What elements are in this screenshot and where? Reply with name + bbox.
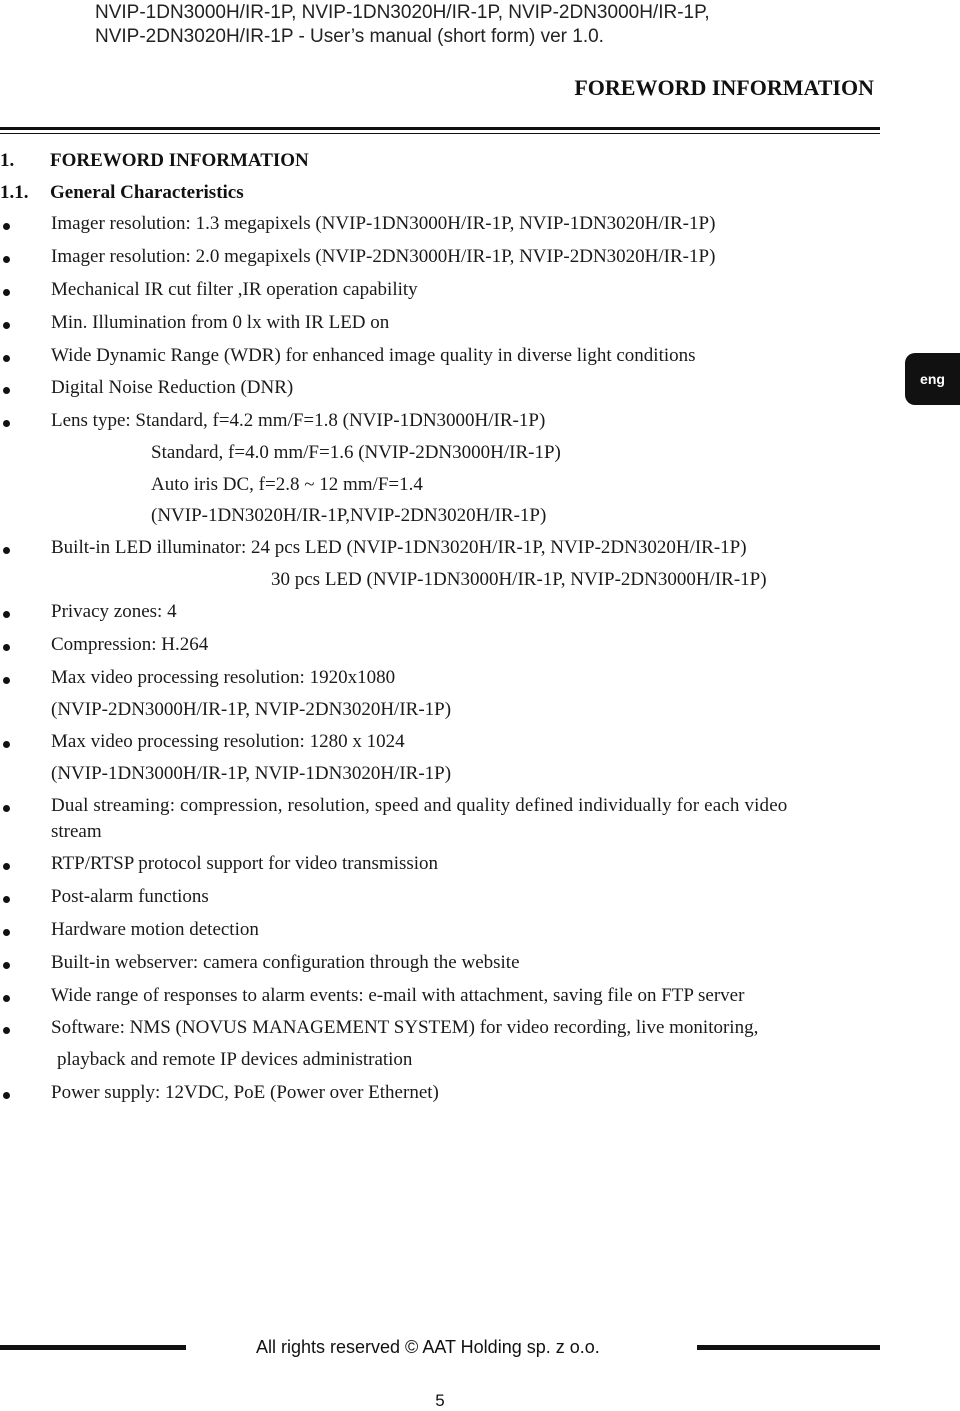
bullet-icon xyxy=(3,223,10,230)
footer-copyright: All rights reserved © AAT Holding sp. z o.o. xyxy=(256,1337,600,1357)
list-item: Hardware motion detection xyxy=(51,919,259,940)
list-item-continuation: (NVIP-1DN3000H/IR-1P, NVIP-1DN3020H/IR-1P) xyxy=(51,763,452,784)
bullet-icon xyxy=(3,962,10,969)
bullet-icon xyxy=(3,1027,10,1034)
list-item-continuation: playback and remote IP devices administration xyxy=(57,1049,413,1070)
list-item: Min. Illumination from 0 lx with IR LED on xyxy=(51,312,390,333)
list-item: Privacy zones: 4 xyxy=(51,601,177,622)
list-item: Post-alarm functions xyxy=(51,886,209,907)
list-item-continuation: (NVIP-1DN3020H/IR-1P,NVIP-2DN3020H/IR-1P) xyxy=(151,505,547,526)
list-item-continuation: 30 pcs LED (NVIP-1DN3000H/IR-1P, NVIP-2DN3000H/IR-1P) xyxy=(271,569,767,590)
language-tab: eng xyxy=(905,353,960,405)
bullet-icon xyxy=(3,929,10,936)
bullet-icon xyxy=(3,995,10,1002)
bullet-icon xyxy=(3,322,10,329)
list-item: Max video processing resolution: 1280 x 1024 xyxy=(51,731,405,752)
bullet-icon xyxy=(3,805,10,812)
bullet-icon xyxy=(3,863,10,870)
header-rule-thin xyxy=(0,133,880,134)
footer-rule-left xyxy=(0,1345,186,1350)
list-item: Built-in LED illuminator: 24 pcs LED (NVIP-1DN3020H/IR-1P, NVIP-2DN3020H/IR-1P) xyxy=(51,537,747,558)
list-item: RTP/RTSP protocol support for video transmission xyxy=(51,853,439,874)
list-item: Max video processing resolution: 1920x1080 xyxy=(51,667,396,688)
footer-rule-right xyxy=(697,1345,880,1350)
bullet-icon xyxy=(3,547,10,554)
page-number: 5 xyxy=(435,1391,445,1410)
heading-general-characteristics xyxy=(0,182,244,204)
bullet-icon xyxy=(3,741,10,748)
bullet-icon xyxy=(3,644,10,651)
list-item: Power supply: 12VDC, PoE (Power over Ethernet) xyxy=(51,1082,439,1103)
list-item: Software: NMS (NOVUS MANAGEMENT SYSTEM) for video recording, live monitoring, xyxy=(51,1017,759,1038)
list-item: Imager resolution: 2.0 megapixels (NVIP-2DN3000H/IR-1P, NVIP-2DN3020H/IR-1P) xyxy=(51,246,716,267)
bullet-icon xyxy=(3,256,10,263)
list-item: Built-in webserver: camera configuration through the website xyxy=(51,952,520,973)
bullet-icon xyxy=(3,677,10,684)
list-item-continuation: stream xyxy=(51,821,102,842)
list-item: Lens type: Standard, f=4.2 mm/F=1.8 (NVIP-1DN3000H/IR-1P) xyxy=(51,410,546,431)
bullet-icon xyxy=(3,611,10,618)
list-item: Compression: H.264 xyxy=(51,634,209,655)
list-item: Digital Noise Reduction (DNR) xyxy=(51,377,294,398)
heading-foreword xyxy=(0,150,309,172)
list-item-continuation: (NVIP-2DN3000H/IR-1P, NVIP-2DN3020H/IR-1P) xyxy=(51,699,452,720)
document-title-line-1: NVIP-1DN3000H/IR-1P, NVIP-1DN3020H/IR-1P, NVIP-2DN3000H/IR-1P, xyxy=(95,2,710,23)
list-item: Mechanical IR cut filter ,IR operation capability xyxy=(51,279,418,300)
document-title-line-2: NVIP-2DN3020H/IR-1P - User’s manual (short form) ver 1.0. xyxy=(95,26,604,47)
heading-number: 1.1. xyxy=(0,182,29,203)
list-item-continuation: Auto iris DC, f=2.8 ~ 12 mm/F=1.4 xyxy=(151,474,423,495)
heading-text: FOREWORD INFORMATION xyxy=(50,150,309,171)
header-rule-thick xyxy=(0,127,880,130)
bullet-icon xyxy=(3,896,10,903)
bullet-icon xyxy=(3,355,10,362)
list-item: Dual streaming: compression, resolution, speed and quality defined individually for each video xyxy=(51,795,788,816)
list-item: Wide range of responses to alarm events: e-mail with attachment, saving file on FTP server xyxy=(51,985,745,1006)
bullet-icon xyxy=(3,289,10,296)
list-item-continuation: Standard, f=4.0 mm/F=1.6 (NVIP-2DN3000H/IR-1P) xyxy=(151,442,561,463)
list-item: Wide Dynamic Range (WDR) for enhanced image quality in diverse light conditions xyxy=(51,345,696,366)
bullet-icon xyxy=(3,420,10,427)
heading-number: 1. xyxy=(0,150,15,171)
bullet-icon xyxy=(3,387,10,394)
section-title: FOREWORD INFORMATION xyxy=(574,75,874,100)
bullet-icon xyxy=(3,1092,10,1099)
list-item: Imager resolution: 1.3 megapixels (NVIP-1DN3000H/IR-1P, NVIP-1DN3020H/IR-1P) xyxy=(51,213,716,234)
heading-text: General Characteristics xyxy=(50,182,244,203)
